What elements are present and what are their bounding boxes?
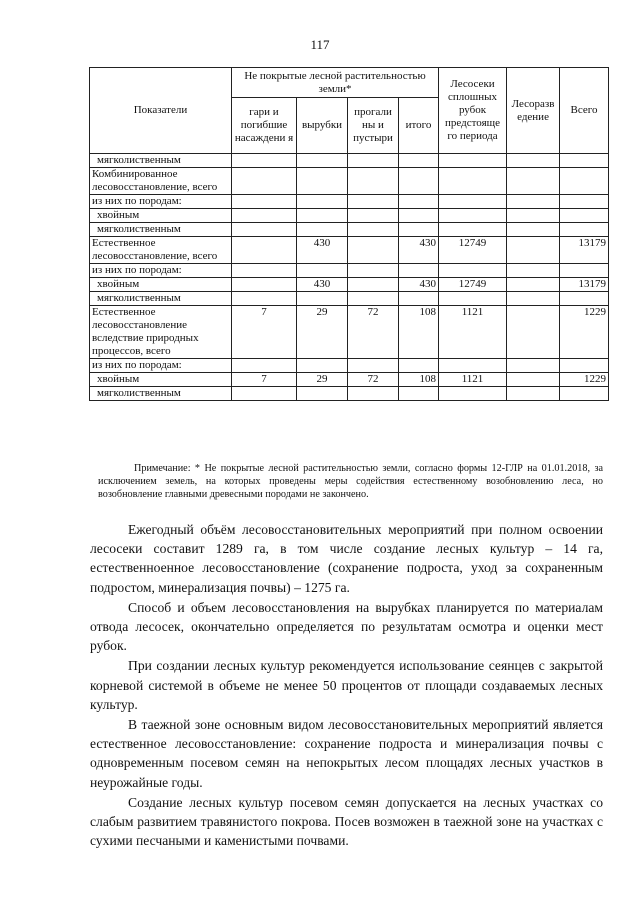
cell-clearcuts (439, 387, 507, 401)
cell-cuttings (297, 264, 348, 278)
table-header (90, 68, 609, 154)
table-note: Примечание: * Не покрытые лесной растительностью земли, согласно формы 12-ГЛР на 01.01.2018, за исключением земель, на которых проведены меры содействия естественному возобновлению леса, но возобновление главными древесными породами не закончено. (98, 463, 603, 500)
cell-glades (348, 154, 399, 168)
row-label: мягколиственным (90, 387, 232, 401)
cell-burns: 7 (232, 373, 297, 387)
cell-burns (232, 195, 297, 209)
header-lesorazvedenie: Лесоразв едение (507, 68, 560, 154)
header-cuttings: вырубки (297, 98, 348, 154)
cell-lesorazv (507, 237, 560, 264)
cell-total-sub (399, 359, 439, 373)
cell-glades (348, 223, 399, 237)
cell-total-sub: 108 (399, 373, 439, 387)
cell-total (560, 264, 609, 278)
cell-cuttings: 29 (297, 306, 348, 359)
cell-clearcuts (439, 264, 507, 278)
header-total: Всего (560, 68, 609, 154)
cell-burns (232, 209, 297, 223)
cell-cuttings: 29 (297, 373, 348, 387)
cell-total (560, 292, 609, 306)
table-row (90, 195, 609, 209)
table-row (90, 237, 609, 264)
cell-glades (348, 195, 399, 209)
cell-cuttings: 430 (297, 278, 348, 292)
cell-lesorazv (507, 306, 560, 359)
cell-total-sub (399, 387, 439, 401)
cell-total: 1229 (560, 306, 609, 359)
cell-glades: 72 (348, 373, 399, 387)
cell-burns: 7 (232, 306, 297, 359)
cell-clearcuts: 12749 (439, 237, 507, 264)
cell-glades (348, 237, 399, 264)
table-row (90, 292, 609, 306)
row-label: Комбинированное лесовосстановление, всего (90, 168, 232, 195)
header-not-covered: Не покрытые лесной растительностью земли* (232, 68, 439, 98)
cell-total-sub: 430 (399, 237, 439, 264)
cell-total: 13179 (560, 237, 609, 264)
cell-burns (232, 223, 297, 237)
table-row (90, 387, 609, 401)
cell-clearcuts: 1121 (439, 373, 507, 387)
cell-clearcuts (439, 223, 507, 237)
cell-lesorazv (507, 292, 560, 306)
header-burns: гари и погибшие насаждени я (232, 98, 297, 154)
row-label: из них по породам: (90, 264, 232, 278)
row-label: из них по породам: (90, 359, 232, 373)
header-clearcuts: Лесосеки сплошных рубок предстояще го периода (439, 68, 507, 154)
paragraph: Способ и объем лесовосстановления на вырубках планируется по материалам отвода лесосек, окончательно определяется по результатам осмотра и оценки мест рубок. (90, 599, 603, 654)
cell-total (560, 223, 609, 237)
table-row (90, 223, 609, 237)
cell-burns (232, 154, 297, 168)
cell-burns (232, 292, 297, 306)
paragraph: В таежной зоне основным видом лесовосстановительных мероприятий является естественное лесовосстановление: сохранение подроста и минерализация почвы с одновременным посевом семян на непокрытых лесом площадях лесных участков в неурожайные годы. (90, 717, 603, 790)
cell-lesorazv (507, 223, 560, 237)
cell-total-sub (399, 209, 439, 223)
row-label: мягколиственным (90, 154, 232, 168)
cell-total-sub (399, 292, 439, 306)
cell-cuttings: 430 (297, 237, 348, 264)
cell-glades (348, 209, 399, 223)
table-row (90, 209, 609, 223)
cell-glades: 72 (348, 306, 399, 359)
cell-glades (348, 168, 399, 195)
paragraph: При создании лесных культур рекомендуется использование сеянцев с закрытой корневой системой в объеме не менее 50 процентов от площади создаваемых лесных культур. (90, 658, 603, 712)
cell-total: 1229 (560, 373, 609, 387)
cell-clearcuts: 1121 (439, 306, 507, 359)
cell-cuttings (297, 292, 348, 306)
row-label: из них по породам: (90, 195, 232, 209)
cell-total (560, 195, 609, 209)
cell-burns (232, 168, 297, 195)
table-row (90, 168, 609, 195)
header-indicators: Показатели (90, 68, 232, 154)
cell-cuttings (297, 168, 348, 195)
cell-total (560, 168, 609, 195)
cell-glades (348, 359, 399, 373)
cell-lesorazv (507, 264, 560, 278)
cell-total (560, 209, 609, 223)
cell-clearcuts: 12749 (439, 278, 507, 292)
cell-lesorazv (507, 168, 560, 195)
cell-clearcuts (439, 359, 507, 373)
paragraph: Ежегодный объём лесовосстановительных мероприятий при полном освоении лесосеки составит 1289 га, в том числе создание лесных культур – 14 га, естественноенное лесовосстановление (сохранение подроста, уход за сохраненным подростом, минерализация почвы) – 1275 га. (90, 522, 603, 595)
table-row (90, 306, 609, 359)
table-row (90, 373, 609, 387)
table-row (90, 359, 609, 373)
table-row (90, 264, 609, 278)
cell-lesorazv (507, 278, 560, 292)
cell-total-sub: 108 (399, 306, 439, 359)
paragraph: Создание лесных культур посевом семян допускается на лесных участках со слабым развитием травянистого покрова. Посев возможен в таежной зоне на участках с сухими песчаными и каменистыми почвами. (90, 794, 603, 849)
cell-clearcuts (439, 154, 507, 168)
cell-total-sub (399, 223, 439, 237)
cell-clearcuts (439, 168, 507, 195)
row-label: хвойным (90, 209, 232, 223)
cell-total (560, 154, 609, 168)
cell-total-sub (399, 195, 439, 209)
cell-total (560, 359, 609, 373)
cell-lesorazv (507, 154, 560, 168)
row-label: хвойным (90, 373, 232, 387)
cell-lesorazv (507, 209, 560, 223)
cell-glades (348, 292, 399, 306)
cell-total (560, 387, 609, 401)
row-label: мягколиственным (90, 292, 232, 306)
cell-glades (348, 387, 399, 401)
cell-burns (232, 237, 297, 264)
cell-burns (232, 264, 297, 278)
cell-lesorazv (507, 359, 560, 373)
cell-glades (348, 264, 399, 278)
cell-cuttings (297, 209, 348, 223)
reforestation-table (89, 67, 609, 401)
cell-clearcuts (439, 209, 507, 223)
cell-total-sub (399, 264, 439, 278)
cell-cuttings (297, 154, 348, 168)
cell-burns (232, 278, 297, 292)
cell-cuttings (297, 359, 348, 373)
table-body (90, 154, 609, 401)
cell-lesorazv (507, 195, 560, 209)
cell-cuttings (297, 195, 348, 209)
cell-total-sub (399, 168, 439, 195)
row-label: Естественное лесовосстановление вследствие природных процессов, всего (90, 306, 232, 359)
cell-lesorazv (507, 387, 560, 401)
cell-total-sub: 430 (399, 278, 439, 292)
body-text (90, 520, 603, 851)
table-row (90, 154, 609, 168)
cell-cuttings (297, 223, 348, 237)
row-label: Естественное лесовосстановление, всего (90, 237, 232, 264)
page-number: 117 (310, 37, 330, 52)
cell-glades (348, 278, 399, 292)
row-label: хвойным (90, 278, 232, 292)
cell-burns (232, 387, 297, 401)
cell-total-sub (399, 154, 439, 168)
cell-burns (232, 359, 297, 373)
cell-cuttings (297, 387, 348, 401)
table-row (90, 278, 609, 292)
header-glades: прогали ны и пустыри (348, 98, 399, 154)
row-label: мягколиственным (90, 223, 232, 237)
cell-total: 13179 (560, 278, 609, 292)
cell-clearcuts (439, 292, 507, 306)
cell-clearcuts (439, 195, 507, 209)
cell-lesorazv (507, 373, 560, 387)
header-total-sub: итого (399, 98, 439, 154)
